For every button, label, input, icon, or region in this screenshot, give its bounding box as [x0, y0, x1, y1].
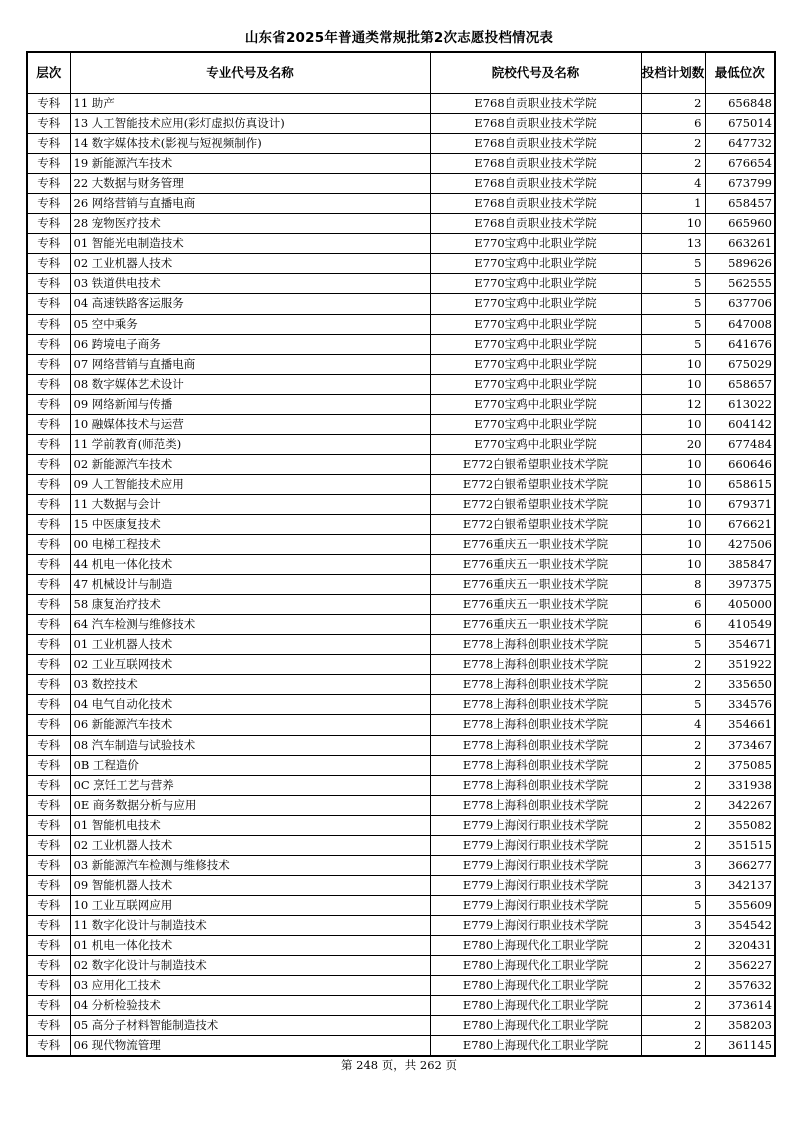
cell-level: 专科	[27, 775, 70, 795]
cell-rank: 675014	[705, 114, 775, 134]
cell-plan: 10	[641, 474, 705, 494]
cell-major: 06 跨境电子商务	[70, 334, 430, 354]
cell-school: E768自贡职业技术学院	[430, 134, 641, 154]
cell-level: 专科	[27, 555, 70, 575]
table-row	[27, 655, 775, 675]
cell-major: 05 空中乘务	[70, 314, 430, 334]
cell-plan: 5	[641, 294, 705, 314]
cell-plan: 6	[641, 114, 705, 134]
cell-school: E778上海科创职业技术学院	[430, 735, 641, 755]
cell-level: 专科	[27, 494, 70, 514]
cell-rank: 656848	[705, 94, 775, 114]
cell-school: E770宝鸡中北职业学院	[430, 274, 641, 294]
cell-plan: 10	[641, 454, 705, 474]
table-row	[27, 194, 775, 214]
cell-rank: 660646	[705, 454, 775, 474]
cell-plan: 1	[641, 194, 705, 214]
table-row	[27, 474, 775, 494]
cell-school: E780上海现代化工职业学院	[430, 976, 641, 996]
cell-rank: 658457	[705, 194, 775, 214]
cell-rank: 676621	[705, 514, 775, 534]
cell-level: 专科	[27, 575, 70, 595]
cell-level: 专科	[27, 314, 70, 334]
cell-major: 44 机电一体化技术	[70, 555, 430, 575]
table-row	[27, 1036, 775, 1057]
cell-rank: 647732	[705, 134, 775, 154]
cell-plan: 5	[641, 334, 705, 354]
cell-school: E772白银希望职业技术学院	[430, 494, 641, 514]
cell-rank: 355609	[705, 895, 775, 915]
cell-level: 专科	[27, 94, 70, 114]
table-row	[27, 875, 775, 895]
header-plan: 投档计划数	[641, 52, 705, 94]
table-row	[27, 775, 775, 795]
cell-rank: 375085	[705, 755, 775, 775]
cell-major: 06 新能源汽车技术	[70, 715, 430, 735]
table-row	[27, 434, 775, 454]
cell-plan: 10	[641, 514, 705, 534]
cell-level: 专科	[27, 996, 70, 1016]
cell-plan: 10	[641, 555, 705, 575]
cell-school: E780上海现代化工职业学院	[430, 935, 641, 955]
cell-plan: 13	[641, 234, 705, 254]
cell-major: 01 机电一体化技术	[70, 935, 430, 955]
cell-rank: 673799	[705, 174, 775, 194]
cell-major: 02 工业机器人技术	[70, 835, 430, 855]
cell-school: E779上海闵行职业技术学院	[430, 815, 641, 835]
cell-plan: 4	[641, 715, 705, 735]
table-header-row	[27, 52, 775, 94]
table-row	[27, 254, 775, 274]
cell-school: E778上海科创职业技术学院	[430, 775, 641, 795]
cell-plan: 6	[641, 615, 705, 635]
cell-rank: 679371	[705, 494, 775, 514]
cell-major: 15 中医康复技术	[70, 514, 430, 534]
cell-school: E770宝鸡中北职业学院	[430, 314, 641, 334]
table-row	[27, 314, 775, 334]
cell-level: 专科	[27, 976, 70, 996]
cell-level: 专科	[27, 615, 70, 635]
cell-school: E779上海闵行职业技术学院	[430, 875, 641, 895]
cell-plan: 5	[641, 695, 705, 715]
cell-level: 专科	[27, 715, 70, 735]
cell-rank: 427506	[705, 535, 775, 555]
cell-major: 02 新能源汽车技术	[70, 454, 430, 474]
cell-major: 47 机械设计与制造	[70, 575, 430, 595]
cell-rank: 677484	[705, 434, 775, 454]
table-row	[27, 715, 775, 735]
cell-rank: 351515	[705, 835, 775, 855]
cell-level: 专科	[27, 815, 70, 835]
cell-plan: 2	[641, 655, 705, 675]
cell-rank: 354671	[705, 635, 775, 655]
table-row	[27, 635, 775, 655]
cell-level: 专科	[27, 635, 70, 655]
table-row	[27, 514, 775, 534]
cell-plan: 2	[641, 815, 705, 835]
cell-plan: 5	[641, 274, 705, 294]
cell-major: 01 智能机电技术	[70, 815, 430, 835]
cell-level: 专科	[27, 655, 70, 675]
cell-major: 11 大数据与会计	[70, 494, 430, 514]
cell-level: 专科	[27, 895, 70, 915]
table-row	[27, 354, 775, 374]
cell-rank: 331938	[705, 775, 775, 795]
table-row	[27, 855, 775, 875]
cell-rank: 613022	[705, 394, 775, 414]
cell-level: 专科	[27, 374, 70, 394]
cell-rank: 342267	[705, 795, 775, 815]
cell-school: E778上海科创职业技术学院	[430, 675, 641, 695]
cell-major: 28 宠物医疗技术	[70, 214, 430, 234]
cell-school: E770宝鸡中北职业学院	[430, 414, 641, 434]
cell-rank: 562555	[705, 274, 775, 294]
table-row	[27, 214, 775, 234]
cell-plan: 10	[641, 374, 705, 394]
cell-level: 专科	[27, 855, 70, 875]
cell-school: E770宝鸡中北职业学院	[430, 354, 641, 374]
cell-rank: 663261	[705, 234, 775, 254]
cell-level: 专科	[27, 514, 70, 534]
cell-school: E770宝鸡中北职业学院	[430, 234, 641, 254]
cell-school: E780上海现代化工职业学院	[430, 1036, 641, 1057]
cell-school: E768自贡职业技术学院	[430, 154, 641, 174]
cell-plan: 2	[641, 935, 705, 955]
cell-rank: 334576	[705, 695, 775, 715]
table-row	[27, 695, 775, 715]
cell-school: E779上海闵行职业技术学院	[430, 895, 641, 915]
cell-plan: 2	[641, 1016, 705, 1036]
cell-rank: 658615	[705, 474, 775, 494]
cell-major: 02 工业机器人技术	[70, 254, 430, 274]
cell-level: 专科	[27, 875, 70, 895]
cell-school: E770宝鸡中北职业学院	[430, 374, 641, 394]
cell-rank: 356227	[705, 956, 775, 976]
cell-plan: 2	[641, 795, 705, 815]
cell-rank: 342137	[705, 875, 775, 895]
cell-plan: 2	[641, 996, 705, 1016]
cell-plan: 2	[641, 1036, 705, 1057]
table-row	[27, 454, 775, 474]
header-level: 层次	[27, 52, 70, 94]
cell-major: 11 学前教育(师范类)	[70, 434, 430, 454]
table-row	[27, 755, 775, 775]
cell-level: 专科	[27, 134, 70, 154]
cell-school: E768自贡职业技术学院	[430, 114, 641, 134]
cell-rank: 351922	[705, 655, 775, 675]
cell-rank: 665960	[705, 214, 775, 234]
cell-school: E776重庆五一职业技术学院	[430, 595, 641, 615]
cell-major: 04 分析检验技术	[70, 996, 430, 1016]
cell-level: 专科	[27, 1036, 70, 1057]
cell-major: 22 大数据与财务管理	[70, 174, 430, 194]
table-row	[27, 334, 775, 354]
cell-school: E776重庆五一职业技术学院	[430, 615, 641, 635]
cell-rank: 366277	[705, 855, 775, 875]
cell-school: E768自贡职业技术学院	[430, 94, 641, 114]
header-school: 院校代号及名称	[430, 52, 641, 94]
table-row	[27, 915, 775, 935]
cell-major: 09 网络新闻与传播	[70, 394, 430, 414]
cell-plan: 2	[641, 755, 705, 775]
cell-level: 专科	[27, 735, 70, 755]
cell-level: 专科	[27, 114, 70, 134]
cell-rank: 641676	[705, 334, 775, 354]
cell-major: 0E 商务数据分析与应用	[70, 795, 430, 815]
cell-level: 专科	[27, 214, 70, 234]
cell-plan: 10	[641, 414, 705, 434]
cell-plan: 8	[641, 575, 705, 595]
cell-major: 03 新能源汽车检测与维修技术	[70, 855, 430, 875]
cell-level: 专科	[27, 274, 70, 294]
cell-rank: 357632	[705, 976, 775, 996]
cell-rank: 675029	[705, 354, 775, 374]
cell-major: 02 数字化设计与制造技术	[70, 956, 430, 976]
table-row	[27, 134, 775, 154]
cell-level: 专科	[27, 174, 70, 194]
header-major: 专业代号及名称	[70, 52, 430, 94]
cell-level: 专科	[27, 675, 70, 695]
cell-level: 专科	[27, 695, 70, 715]
cell-rank: 658657	[705, 374, 775, 394]
cell-school: E779上海闵行职业技术学院	[430, 835, 641, 855]
table-body	[27, 94, 775, 1057]
cell-major: 11 数字化设计与制造技术	[70, 915, 430, 935]
table-row	[27, 535, 775, 555]
table-row	[27, 935, 775, 955]
cell-rank: 405000	[705, 595, 775, 615]
cell-level: 专科	[27, 434, 70, 454]
cell-level: 专科	[27, 334, 70, 354]
cell-plan: 2	[641, 976, 705, 996]
table-row	[27, 675, 775, 695]
cell-plan: 20	[641, 434, 705, 454]
cell-plan: 4	[641, 174, 705, 194]
cell-plan: 12	[641, 394, 705, 414]
cell-level: 专科	[27, 354, 70, 374]
cell-plan: 5	[641, 254, 705, 274]
cell-level: 专科	[27, 795, 70, 815]
cell-major: 58 康复治疗技术	[70, 595, 430, 615]
cell-major: 07 网络营销与直播电商	[70, 354, 430, 374]
cell-rank: 354661	[705, 715, 775, 735]
cell-rank: 358203	[705, 1016, 775, 1036]
cell-level: 专科	[27, 414, 70, 434]
cell-major: 64 汽车检测与维修技术	[70, 615, 430, 635]
cell-school: E776重庆五一职业技术学院	[430, 555, 641, 575]
cell-major: 06 现代物流管理	[70, 1036, 430, 1057]
cell-rank: 361145	[705, 1036, 775, 1057]
table-row	[27, 956, 775, 976]
cell-rank: 335650	[705, 675, 775, 695]
cell-rank: 355082	[705, 815, 775, 835]
cell-plan: 3	[641, 855, 705, 875]
cell-plan: 10	[641, 214, 705, 234]
cell-major: 02 工业互联网技术	[70, 655, 430, 675]
cell-plan: 2	[641, 735, 705, 755]
cell-rank: 637706	[705, 294, 775, 314]
table-row	[27, 996, 775, 1016]
cell-school: E770宝鸡中北职业学院	[430, 394, 641, 414]
table-row	[27, 835, 775, 855]
cell-level: 专科	[27, 154, 70, 174]
cell-major: 10 工业互联网应用	[70, 895, 430, 915]
cell-rank: 354542	[705, 915, 775, 935]
cell-school: E779上海闵行职业技术学院	[430, 915, 641, 935]
header-rank: 最低位次	[705, 52, 775, 94]
table-row	[27, 174, 775, 194]
table-row	[27, 374, 775, 394]
cell-level: 专科	[27, 935, 70, 955]
cell-plan: 10	[641, 535, 705, 555]
cell-major: 09 人工智能技术应用	[70, 474, 430, 494]
cell-plan: 2	[641, 134, 705, 154]
page-title: 山东省2025年普通类常规批第2次志愿投档情况表	[244, 30, 554, 46]
cell-major: 08 数字媒体艺术设计	[70, 374, 430, 394]
cell-school: E778上海科创职业技术学院	[430, 655, 641, 675]
cell-major: 00 电梯工程技术	[70, 535, 430, 555]
cell-rank: 373467	[705, 735, 775, 755]
admission-table	[26, 51, 776, 1057]
cell-level: 专科	[27, 1016, 70, 1036]
cell-school: E768自贡职业技术学院	[430, 194, 641, 214]
cell-plan: 2	[641, 154, 705, 174]
cell-major: 19 新能源汽车技术	[70, 154, 430, 174]
page-number: 第 248 页，共 262 页	[340, 1058, 458, 1072]
cell-level: 专科	[27, 454, 70, 474]
table-row	[27, 815, 775, 835]
cell-major: 08 汽车制造与试验技术	[70, 735, 430, 755]
cell-school: E768自贡职业技术学院	[430, 174, 641, 194]
cell-major: 14 数字媒体技术(影视与短视频制作)	[70, 134, 430, 154]
cell-rank: 385847	[705, 555, 775, 575]
table-row	[27, 595, 775, 615]
cell-school: E776重庆五一职业技术学院	[430, 575, 641, 595]
cell-plan: 10	[641, 494, 705, 514]
cell-school: E772白银希望职业技术学院	[430, 454, 641, 474]
cell-plan: 2	[641, 835, 705, 855]
cell-rank: 589626	[705, 254, 775, 274]
table-row	[27, 394, 775, 414]
table-row	[27, 94, 775, 114]
cell-level: 专科	[27, 915, 70, 935]
table-row	[27, 114, 775, 134]
cell-major: 13 人工智能技术应用(彩灯虚拟仿真设计)	[70, 114, 430, 134]
cell-school: E776重庆五一职业技术学院	[430, 535, 641, 555]
cell-rank: 373614	[705, 996, 775, 1016]
cell-level: 专科	[27, 234, 70, 254]
cell-school: E779上海闵行职业技术学院	[430, 855, 641, 875]
cell-school: E772白银希望职业技术学院	[430, 474, 641, 494]
cell-major: 04 高速铁路客运服务	[70, 294, 430, 314]
cell-major: 09 智能机器人技术	[70, 875, 430, 895]
cell-major: 0B 工程造价	[70, 755, 430, 775]
cell-plan: 2	[641, 94, 705, 114]
cell-rank: 676654	[705, 154, 775, 174]
cell-level: 专科	[27, 394, 70, 414]
cell-school: E778上海科创职业技术学院	[430, 635, 641, 655]
cell-major: 11 助产	[70, 94, 430, 114]
table-row	[27, 895, 775, 915]
cell-plan: 2	[641, 775, 705, 795]
cell-plan: 2	[641, 675, 705, 695]
cell-plan: 6	[641, 595, 705, 615]
cell-level: 专科	[27, 194, 70, 214]
cell-major: 04 电气自动化技术	[70, 695, 430, 715]
table-row	[27, 575, 775, 595]
cell-level: 专科	[27, 755, 70, 775]
cell-plan: 10	[641, 354, 705, 374]
table-row	[27, 735, 775, 755]
cell-school: E780上海现代化工职业学院	[430, 1016, 641, 1036]
cell-major: 0C 烹饪工艺与营养	[70, 775, 430, 795]
cell-rank: 397375	[705, 575, 775, 595]
cell-level: 专科	[27, 535, 70, 555]
cell-major: 03 铁道供电技术	[70, 274, 430, 294]
cell-school: E778上海科创职业技术学院	[430, 695, 641, 715]
cell-major: 03 应用化工技术	[70, 976, 430, 996]
table-row	[27, 294, 775, 314]
cell-level: 专科	[27, 835, 70, 855]
cell-rank: 410549	[705, 615, 775, 635]
cell-level: 专科	[27, 595, 70, 615]
cell-level: 专科	[27, 254, 70, 274]
table-row	[27, 976, 775, 996]
cell-school: E778上海科创职业技术学院	[430, 715, 641, 735]
cell-level: 专科	[27, 956, 70, 976]
table-row	[27, 555, 775, 575]
cell-plan: 5	[641, 635, 705, 655]
cell-plan: 5	[641, 895, 705, 915]
cell-school: E768自贡职业技术学院	[430, 214, 641, 234]
cell-plan: 5	[641, 314, 705, 334]
cell-major: 01 智能光电制造技术	[70, 234, 430, 254]
table-row	[27, 494, 775, 514]
cell-level: 专科	[27, 294, 70, 314]
cell-school: E780上海现代化工职业学院	[430, 956, 641, 976]
table-row	[27, 234, 775, 254]
cell-rank: 647008	[705, 314, 775, 334]
table-row	[27, 274, 775, 294]
cell-school: E780上海现代化工职业学院	[430, 996, 641, 1016]
cell-school: E772白银希望职业技术学院	[430, 514, 641, 534]
cell-major: 03 数控技术	[70, 675, 430, 695]
cell-school: E770宝鸡中北职业学院	[430, 334, 641, 354]
table-row	[27, 1016, 775, 1036]
cell-school: E770宝鸡中北职业学院	[430, 434, 641, 454]
cell-major: 26 网络营销与直播电商	[70, 194, 430, 214]
cell-plan: 3	[641, 875, 705, 895]
cell-school: E770宝鸡中北职业学院	[430, 294, 641, 314]
cell-school: E778上海科创职业技术学院	[430, 795, 641, 815]
cell-rank: 604142	[705, 414, 775, 434]
cell-school: E778上海科创职业技术学院	[430, 755, 641, 775]
table-row	[27, 615, 775, 635]
cell-major: 10 融媒体技术与运营	[70, 414, 430, 434]
cell-major: 05 高分子材料智能制造技术	[70, 1016, 430, 1036]
cell-major: 01 工业机器人技术	[70, 635, 430, 655]
cell-level: 专科	[27, 474, 70, 494]
table-row	[27, 795, 775, 815]
cell-plan: 3	[641, 915, 705, 935]
cell-plan: 2	[641, 956, 705, 976]
table-row	[27, 414, 775, 434]
cell-school: E770宝鸡中北职业学院	[430, 254, 641, 274]
cell-rank: 320431	[705, 935, 775, 955]
table-row	[27, 154, 775, 174]
